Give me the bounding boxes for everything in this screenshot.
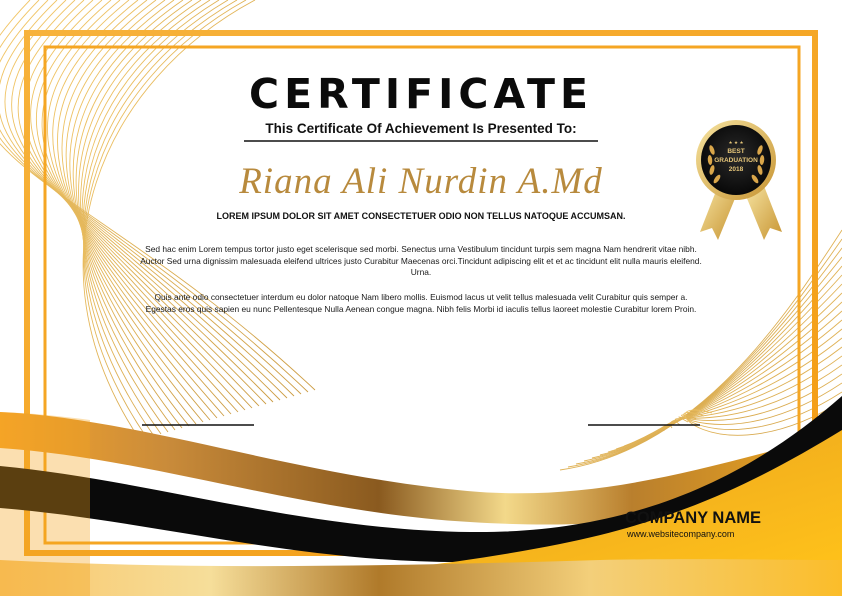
certificate-title: CERTIFICATE [249,70,593,118]
certificate-subtitle: This Certificate Of Achievement Is Presented To: [265,121,577,136]
badge-text-graduation: GRADUATION [714,157,758,164]
body-paragraph-2: Quis ante odio consectetuer interdum eu dolor natoque Nam libero mollis. Euismod lacus ut velit tellus malesuada velit Curabitur quis semper a. Egestas eros quis sapien eu nunc Pellentesque Nulla Aenean congue magna. Nibh felis Morbi id iaculis tellus laoreet molestie Curabitur lorem Proin. [145,292,697,314]
badge-text-best: BEST [727,148,745,155]
company-website: www.websitecompany.com [627,529,735,539]
certificate-tagline: LOREM IPSUM DOLOR SIT AMET CONSECTETUER ODIO NON TELLUS NATOQUE ACCUMSAN. [216,211,626,221]
left-decorative-line [30,0,259,406]
badge-stars: ★ ★ ★ [728,141,744,146]
company-name: COMPANY NAME [625,509,761,527]
recipient-name: Riana Ali Nurdin A.Md [239,161,603,202]
bottom-gold-strip [0,559,842,596]
left-gold-wedge [0,412,90,596]
body-paragraph-1: Sed hac enim Lorem tempus tortor justo eget scelerisque sed morbi. Senectus urna Vestibulum tincidunt turpis sem magna Nam hendrerit vitae nibh. Auctor Sed urna dignissim malesuada eleifend ultrices justo Curabitur Maecenas orci.Tincidunt adipiscing elit et et ac tincidunt elit nulla mauris eleifend. Urna. [140,244,702,277]
badge-text-year: 2018 [728,166,744,173]
